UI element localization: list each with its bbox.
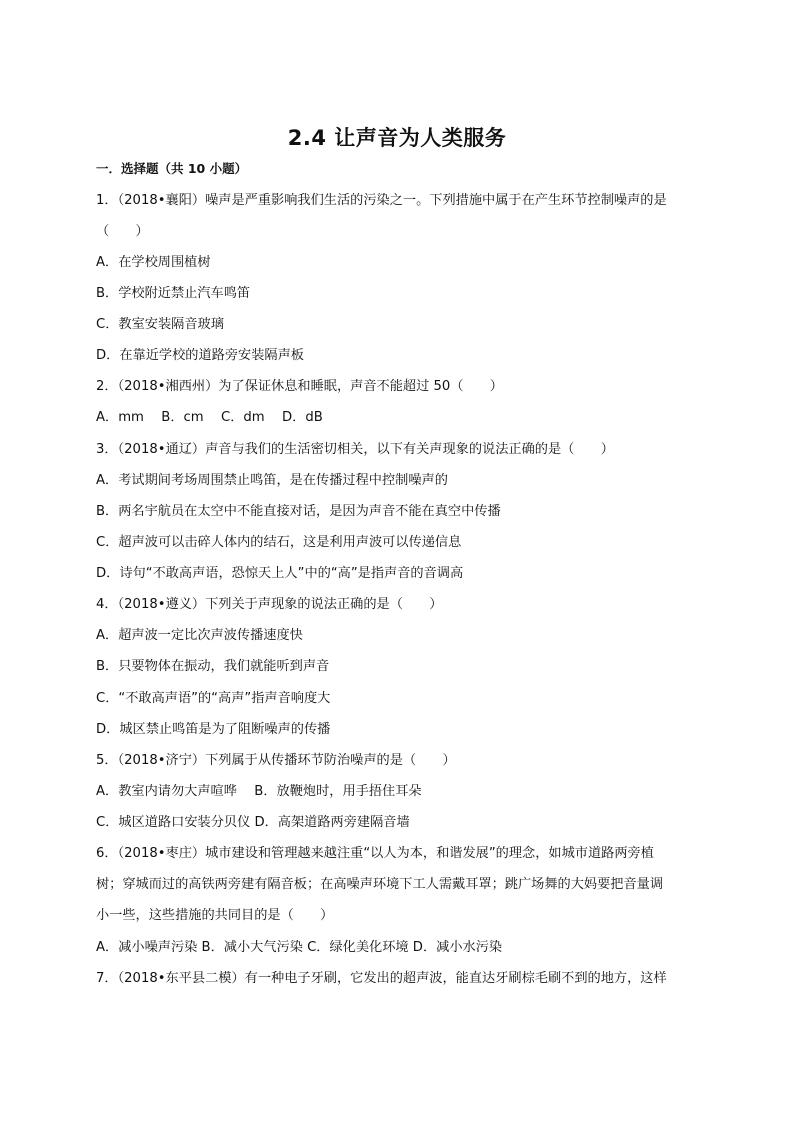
question-4-option-b: B．只要物体在振动，我们就能听到声音 <box>96 659 330 674</box>
question-4-option-d: D．城区禁止鸣笛是为了阻断噪声的传播 <box>96 722 331 737</box>
question-3-option-c: C．超声波可以击碎人体内的结石，这是利用声波可以传递信息 <box>96 535 462 550</box>
page-title: 2.4 让声音为人类服务 <box>287 126 507 150</box>
question-4-stem: 4．（2018•遵义）下列关于声现象的说法正确的是（ ） <box>96 597 443 612</box>
question-2-stem: 2．（2018•湘西州）为了保证休息和睡眠，声音不能超过 50（ ） <box>96 379 503 394</box>
question-3-option-a: A．考试期间考场周围禁止鸣笛，是在传播过程中控制噪声的 <box>96 473 448 488</box>
question-6-stem-end: 小一些，这些措施的共同目的是（ ） <box>96 908 334 923</box>
question-5-stem: 5．（2018•济宁）下列属于从传播环节防治噪声的是（ ） <box>96 753 456 768</box>
question-1-stem-cont: （ ） <box>96 224 149 239</box>
question-2-options: A．mm B．cm C．dm D．dB <box>96 410 323 425</box>
section-heading: 一．选择题（共 10 小题） <box>96 161 248 176</box>
question-3-option-b: B．两名宇航员在太空中不能直接对话，是因为声音不能在真空中传播 <box>96 504 501 519</box>
question-6-stem-cont: 树；穿城而过的高铁两旁建有隔音板；在高噪声环境下工人需戴耳罩；跳广场舞的大妈要把音量调 <box>96 877 664 892</box>
question-1-option-a: A．在学校周围植树 <box>96 255 211 270</box>
question-1-option-c: C．教室安装隔音玻璃 <box>96 317 224 332</box>
question-3-option-d: D．诗句“不敢高声语，恐惊天上人”中的“高”是指声音的音调高 <box>96 566 464 581</box>
question-1-option-d: D．在靠近学校的道路旁安装隔声板 <box>96 348 304 363</box>
question-4-option-a: A．超声波一定比次声波传播速度快 <box>96 628 303 643</box>
question-5-options-ab: A．教室内请勿大声喧哗 B．放鞭炮时，用手捂住耳朵 <box>96 784 422 799</box>
question-7-stem: 7．（2018•东平县二模）有一种电子牙刷，它发出的超声波，能直达牙刷棕毛刷不到的地方，这样 <box>96 971 667 986</box>
question-6-options: A．减小噪声污染 B．减小大气污染 C．绿化美化环境 D．减小水污染 <box>96 940 503 955</box>
question-4-option-c: C．“不敢高声语”的“高声”指声音响度大 <box>96 691 331 706</box>
question-3-stem: 3．（2018•通辽）声音与我们的生活密切相关，以下有关声现象的说法正确的是（ ） <box>96 442 614 457</box>
question-5-options-cd: C．城区道路口安装分贝仪 D．高架道路两旁建隔音墙 <box>96 815 410 830</box>
question-1-option-b: B．学校附近禁止汽车鸣笛 <box>96 286 251 301</box>
question-6-stem: 6．（2018•枣庄）城市建设和管理越来越注重“以人为本，和谐发展”的理念，如城市道路两旁植 <box>96 846 654 861</box>
question-1-stem: 1．（2018•襄阳）噪声是严重影响我们生活的污染之一。下列措施中属于在产生环节控制噪声的是 <box>96 193 667 208</box>
